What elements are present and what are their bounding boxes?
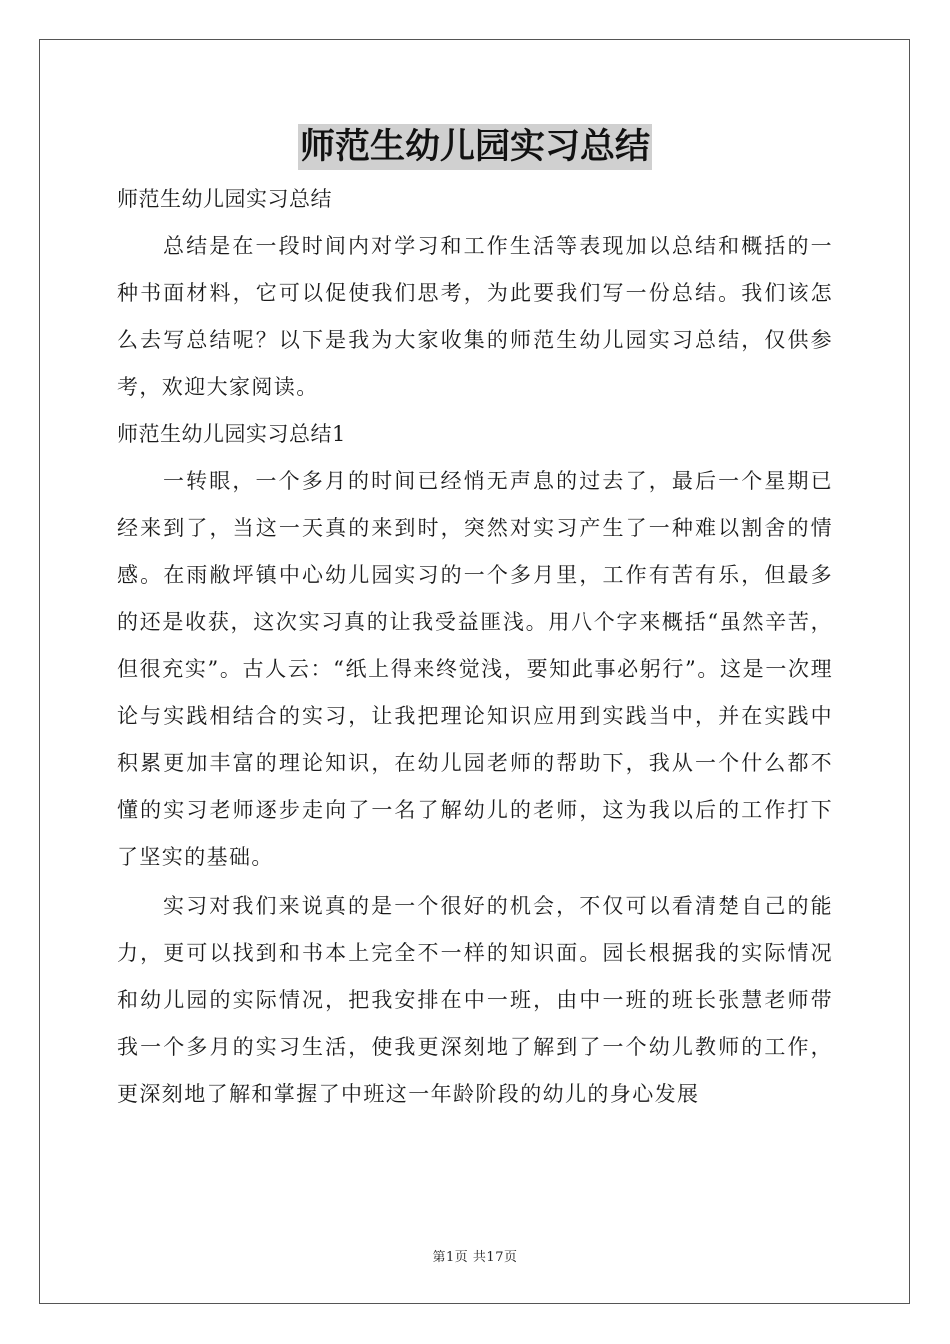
body-paragraph: 实习对我们来说真的是一个很好的机会，不仅可以看清楚自己的能力，更可以找到和书本上完全不一样的知识面。园长根据我的实际情况和幼儿园的实际情况，把我安排在中一班，由中一班的班长张慧老师带我一个多月的实习生活，使我更深刻地了解到了一个幼儿教师的工作，更深刻地了解和掌握了中班这一年龄阶段的幼儿的身心发展 — [117, 894, 833, 1106]
document-title: 师范生幼儿园实习总结 — [298, 124, 652, 170]
section-heading: 师范生幼儿园实习总结1 — [117, 422, 346, 446]
document-subtitle: 师范生幼儿园实习总结 — [117, 187, 332, 211]
body-paragraph: 一转眼，一个多月的时间已经悄无声息的过去了，最后一个星期已经来到了，当这一天真的来到时，突然对实习产生了一种难以割舍的情感。在雨敝坪镇中心幼儿园实习的一个多月里，工作有苦有乐，但最多的还是收获，这次实习真的让我受益匪浅。用八个字来概括“虽然辛苦，但很充实”。古人云：“纸上得来终觉浅，要知此事必躬行”。这是一次理论与实践相结合的实习，让我把理论知识应用到实践当中，并在实践中积累更加丰富的理论知识，在幼儿园老师的帮助下，我从一个什么都不懂的实习老师逐步走向了一名了解幼儿的老师，这为我以后的工作打下了坚实的基础。 — [117, 469, 833, 869]
document-body — [117, 176, 833, 1118]
page-footer: 第1页 共17页 — [432, 1250, 518, 1265]
title-container — [0, 124, 950, 170]
intro-paragraph: 总结是在一段时间内对学习和工作生活等表现加以总结和概括的一种书面材料，它可以促使我们思考，为此要我们写一份总结。我们该怎么去写总结呢？以下是我为大家收集的师范生幼儿园实习总结，仅供参考，欢迎大家阅读。 — [117, 234, 833, 399]
